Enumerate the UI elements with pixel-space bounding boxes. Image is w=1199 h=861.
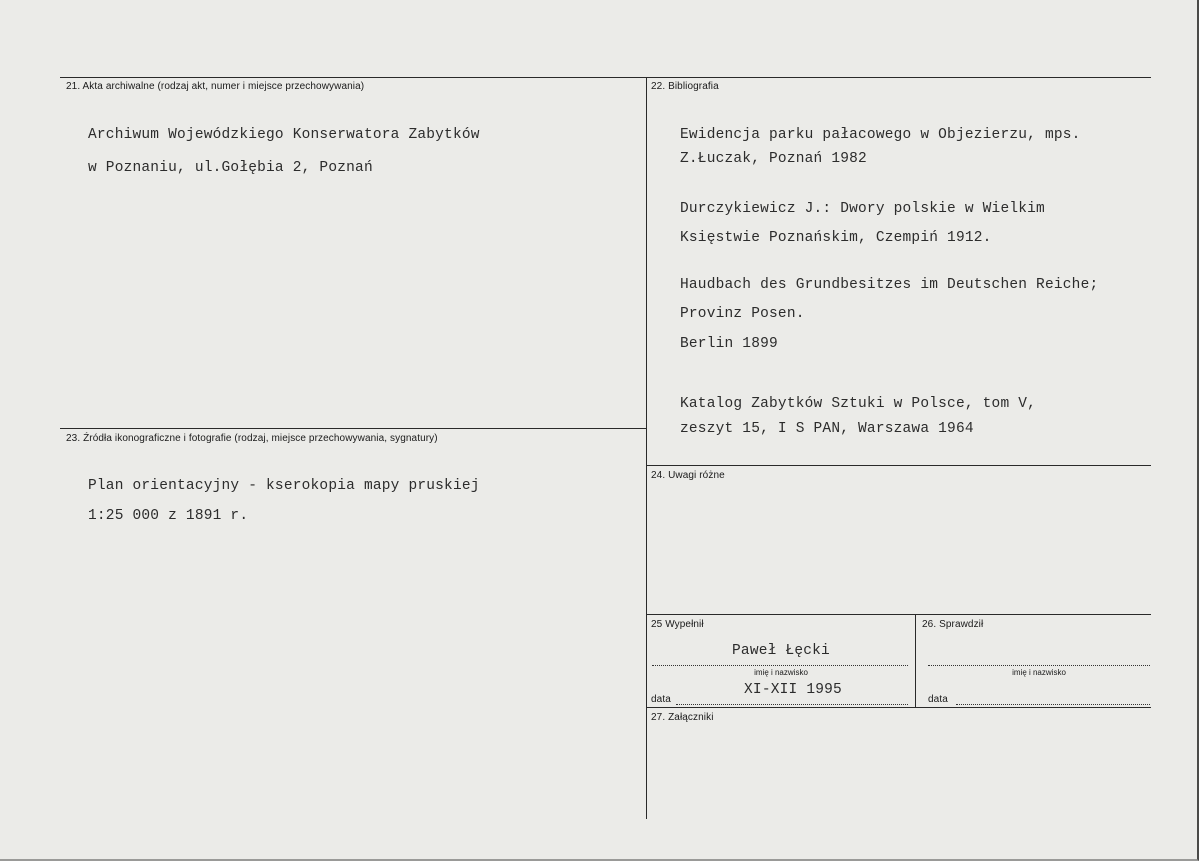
top-rule	[60, 77, 1151, 78]
bibliography-line-5: Haudbach des Grundbesitzes im Deutschen Reiche;	[680, 277, 1099, 293]
section-23-line-1: Plan orientacyjny - kserokopia mapy pruskiej	[88, 478, 480, 494]
right-rule-27	[646, 707, 1151, 708]
checked-by-name-line	[928, 665, 1150, 666]
bibliography-line-6: Provinz Posen.	[680, 306, 805, 322]
bibliography-line-4: Księstwie Poznańskim, Czempiń 1912.	[680, 230, 992, 246]
checked-by-date-line	[956, 704, 1150, 705]
section-21-line-2: w Poznaniu, ul.Gołębia 2, Poznań	[88, 160, 373, 176]
section-26-label: 26. Sprawdził	[922, 619, 984, 630]
filled-by-name: Paweł Łęcki	[732, 643, 830, 659]
section-24-label: 24. Uwagi różne	[651, 470, 725, 481]
bibliography-line-3: Durczykiewicz J.: Dwory polskie w Wielkim	[680, 201, 1045, 217]
checked-by-name-caption: imię i nazwisko	[1012, 668, 1066, 677]
bibliography-line-8: Katalog Zabytków Sztuki w Polsce, tom V,	[680, 396, 1037, 412]
section-21-label: 21. Akta archiwalne (rodzaj akt, numer i miejsce przechowywania)	[66, 81, 365, 92]
section-27-label: 27. Załączniki	[651, 712, 714, 723]
filled-by-date: XI-XII 1995	[744, 682, 842, 698]
left-mid-rule	[60, 428, 646, 429]
section-22-label: 22. Bibliografia	[651, 81, 719, 92]
filled-by-name-caption: imię i nazwisko	[754, 668, 808, 677]
filled-by-name-line	[652, 665, 908, 666]
section-25-label: 25 Wypełnił	[651, 619, 704, 630]
bibliography-line-7: Berlin 1899	[680, 336, 778, 352]
section-21-line-1: Archiwum Wojewódzkiego Konserwatora Zabytków	[88, 127, 480, 143]
section-23-line-2: 1:25 000 z 1891 r.	[88, 508, 249, 524]
filled-by-date-line	[676, 704, 908, 705]
bibliography-line-1: Ewidencja parku pałacowego w Objezierzu, mps.	[680, 127, 1081, 143]
right-rule-24	[646, 465, 1151, 466]
filled-by-date-label: data	[651, 694, 671, 705]
bibliography-line-2: Z.Łuczak, Poznań 1982	[680, 151, 867, 167]
divider-25-26	[915, 614, 916, 707]
right-rule-25	[646, 614, 1151, 615]
section-23-label: 23. Źródła ikonograficzne i fotografie (rodzaj, miejsce przechowywania, sygnatury)	[66, 433, 438, 444]
checked-by-date-label: data	[928, 694, 948, 705]
bibliography-line-9: zeszyt 15, I S PAN, Warszawa 1964	[680, 421, 974, 437]
